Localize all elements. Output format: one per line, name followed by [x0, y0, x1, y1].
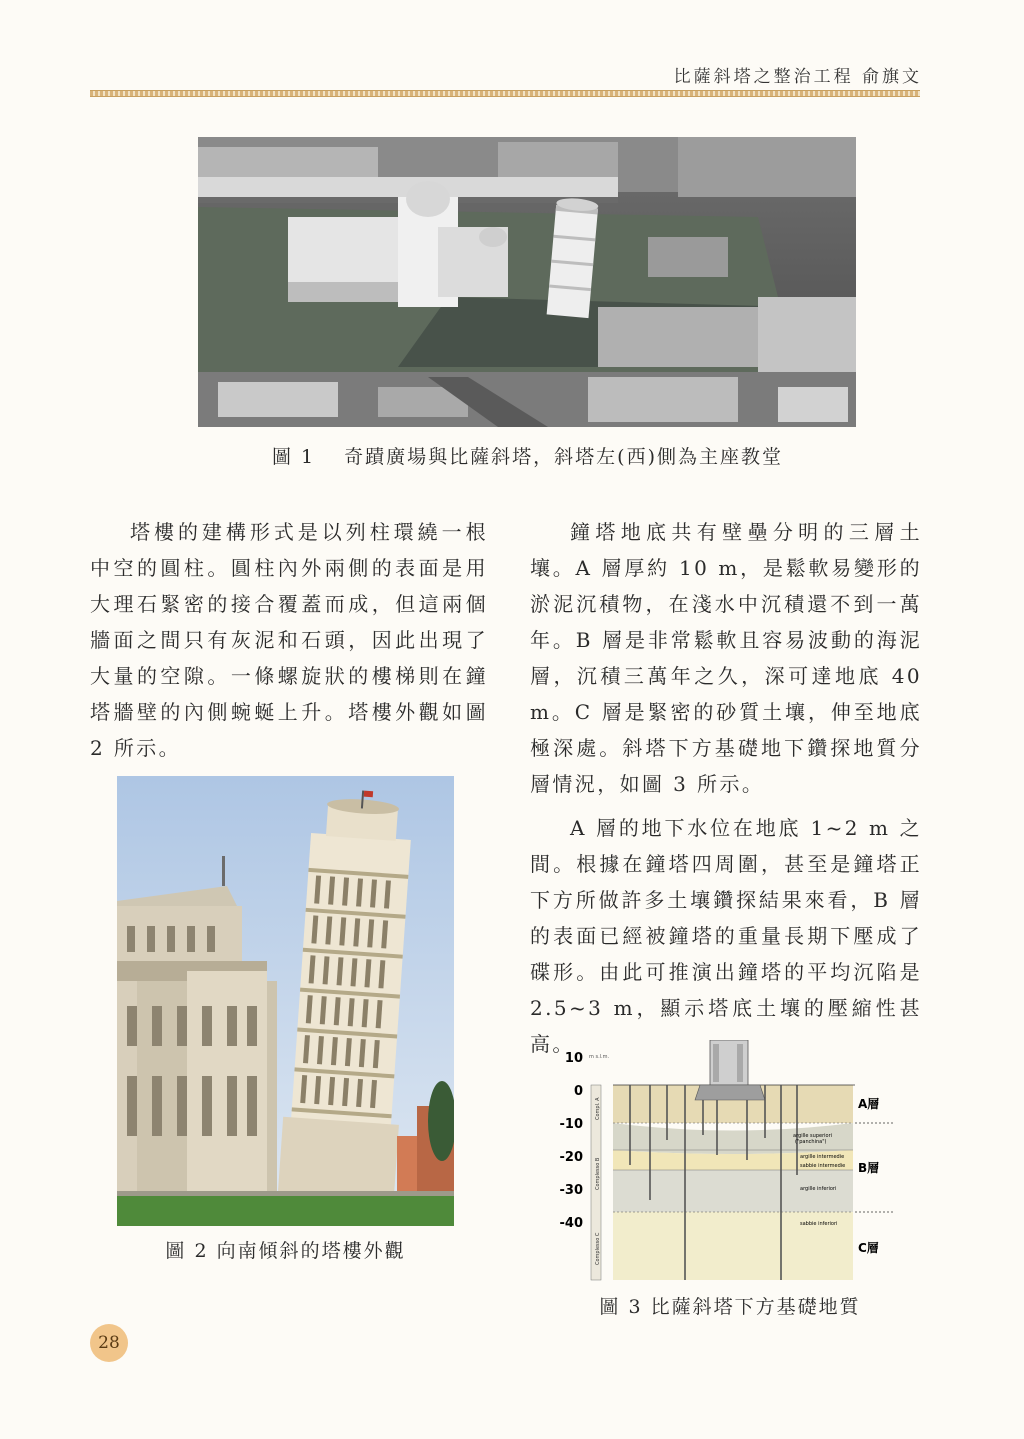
left-paragraph-1: 塔樓的建構形式是以列柱環繞一根中空的圓柱。圓柱內外兩側的表面是用大理石緊密的接合覆蓋而成，但這兩個牆面之間只有灰泥和石頭，因此出現了大量的空隙。一條螺旋狀的樓梯則在鐘塔牆壁的內側蜿蜒上升。塔樓外觀如圖 2 所示。 [90, 520, 488, 760]
depth-tick: -40 [559, 1216, 583, 1231]
right-column [530, 514, 922, 1062]
running-head: 比薩斜塔之整治工程 俞旗文 [673, 67, 922, 87]
figure3-geology-diagram [555, 1040, 895, 1285]
depth-tick: 10 [564, 1051, 583, 1066]
figure2-tower-photo [117, 776, 454, 1226]
depth-tick: -20 [559, 1150, 583, 1165]
scale-note: m s.l.m. [589, 1054, 610, 1060]
geology-cross-section [555, 1040, 895, 1285]
layer-annotation: argille inferiori [800, 1186, 837, 1192]
depth-tick: -10 [559, 1117, 583, 1132]
layer-label-a: A層 [858, 1097, 880, 1111]
figure1-aerial-photo [198, 137, 856, 427]
layer-annotation: sabbie inferiori [800, 1221, 838, 1227]
complex-label: Complesso B [595, 1157, 601, 1190]
depth-tick: 0 [573, 1084, 583, 1099]
figure2-caption: 圖 2 向南傾斜的塔樓外觀 [165, 1240, 406, 1262]
right-paragraph-1: 鐘塔地底共有壁壘分明的三層土壤。A 層厚約 10 m，是鬆軟易變形的淤泥沉積物，在淺水中沉積還不到一萬年。B 層是非常鬆軟且容易波動的海泥層，沉積三萬年之久，深可達地底 40 m。C 層是緊密的砂質土壤，伸至地底極深處。斜塔下方基礎地下鑽探地質分層情況，如圖 3 所示。 [530, 520, 922, 796]
aerial-photo-illustration [198, 137, 856, 427]
layer-label-b: B層 [858, 1161, 880, 1175]
layer-annotation: argille superiori [793, 1133, 833, 1139]
tower-photo-illustration [117, 776, 454, 1226]
figure1-caption: 圖 1 奇蹟廣場與比薩斜塔，斜塔左(西)側為主座教堂 [272, 446, 783, 468]
layer-annotation: argille intermedie [800, 1154, 845, 1160]
complex-label: Compl. A [595, 1097, 601, 1120]
figure3-caption: 圖 3 比薩斜塔下方基礎地質 [599, 1296, 861, 1318]
header-rule [90, 90, 920, 97]
layer-annotation: sabbie intermedie [800, 1163, 846, 1169]
depth-tick: -30 [559, 1183, 583, 1198]
page-number: 28 [90, 1324, 128, 1362]
right-paragraph-2: A 層的地下水位在地底 1~2 m 之間。根據在鐘塔四周圍，甚至是鐘塔正下方所做許多土壤鑽探結果來看，B 層的表面已經被鐘塔的重量長期下壓成了碟形。由此可推演出鐘塔的平均沉陷是 2.5~3 m，顯示塔底土壤的壓縮性甚高。 [530, 816, 922, 1056]
layer-annotation: ("panchina") [795, 1139, 827, 1145]
layer-label-c: C層 [858, 1241, 879, 1255]
left-column [90, 514, 488, 766]
complex-label: Complesso C [595, 1232, 601, 1265]
